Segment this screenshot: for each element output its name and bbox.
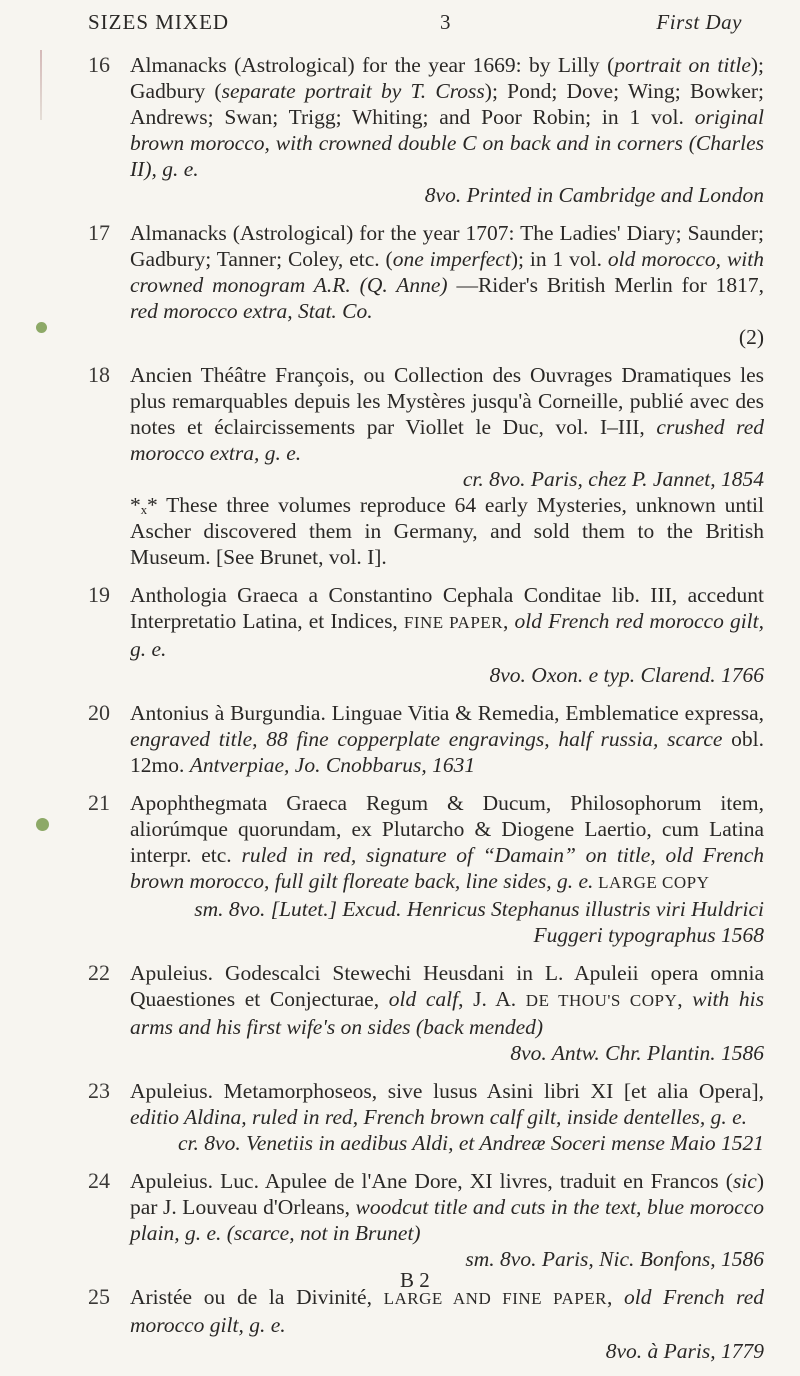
lot-text-italic: old calf [388,987,459,1011]
lot-text-italic: old French red morocco gilt, g. e. [130,1285,765,1337]
lot-text-italic: sic [732,1169,757,1193]
lot-number: 19 [88,582,110,607]
lot-number: 18 [88,362,110,387]
lot-number: 16 [88,52,110,77]
lot-text: Anthologia Graeca a Constantino Cephala Conditae lib. III, accedunt Interpretatio Latina, et Indices, [130,583,764,633]
lot-entry [0,582,800,688]
lot-text: obl. 12mo. [130,727,764,777]
lot-text-smallcaps: LARGE COPY [593,873,710,892]
lot-number: 25 [88,1284,110,1309]
lot-number: 22 [88,960,110,985]
lot-text: , J. A. [458,987,526,1011]
lot-text-italic: red morocco extra, Stat. Co. [130,299,373,323]
lot-number: 21 [88,790,110,815]
lot-text-italic: old French red morocco gilt, g. e. [130,609,764,661]
lot-imprint: cr. 8vo. Paris, chez P. Jannet, 1854 [462,467,764,491]
lot-text: Aristée ou de la Divinité, [130,1285,384,1309]
lot-entry [0,1284,800,1364]
lot-number: 23 [88,1078,110,1103]
lot-text-italic: separate portrait by T. Cross [221,79,485,103]
lot-text: Apuleius. Metamorphoseos, sive lusus Asini libri XI [et alia Opera], [130,1079,764,1103]
lot-text-italic: crushed red morocco extra, g. e. [130,415,764,465]
lot-entry [0,362,800,570]
lot-imprint: sm. 8vo. [Lutet.] Excud. Henricus Stephanus illustris viri Huldrici Fuggeri typographus 1568 [194,897,764,947]
lot-text-italic: woodcut title and cuts in the text, blue morocco plain, g. e. (scarce, not in Brunet) [130,1195,764,1245]
lot-description [130,960,764,1066]
lot-description [130,582,764,688]
header-page-number: 3 [440,10,452,34]
lot-entry [0,790,800,948]
lot-imprint: (2) [738,325,764,349]
lot-description [130,790,764,948]
lot-imprint: sm. 8vo. Paris, Nic. Bonfons, 1586 [465,1247,764,1271]
lot-text: Apuleius. Godescalci Stewechi Heusdani in L. Apuleii opera omnia Quaestiones et Conjecturae, [130,961,764,1011]
lot-text-italic: portrait on title [614,53,751,77]
lot-number: 20 [88,700,110,725]
lot-text-smallcaps: LARGE AND FINE PAPER [383,1289,607,1308]
lot-entry [0,960,800,1066]
lot-text-smallcaps: FINE PAPER [403,613,504,632]
lot-text: —Rider's British Merlin for 1817, [447,273,764,297]
page-header [88,10,760,40]
lot-text-italic: editio Aldina, ruled in red, French brown calf gilt, inside dentelles, g. e. [130,1105,748,1129]
lot-text: , [677,987,693,1011]
lot-entry [0,52,800,208]
lot-description [130,52,764,208]
lot-text: Almanacks (Astrological) for the year 1669: by Lilly ( [130,53,615,77]
lot-description [130,1284,764,1364]
header-section-title: SIZES MIXED [88,10,230,34]
lot-text-italic: engraved title, 88 fine copperplate engravings, half russia, scarce [130,727,723,751]
lot-text: ); in 1 vol. [510,247,608,271]
lot-note: *ₓ* These three volumes reproduce 64 early Mysteries, unknown until Ascher discovered them in Germany, and sold them to the British Museum. [See Brunet, vol. I]. [130,493,764,569]
lot-description [130,1168,764,1272]
signature-mark: B 2 [400,1268,430,1292]
lot-entry [0,220,800,350]
lot-number: 17 [88,220,110,245]
lot-text-italic: original brown morocco, with crowned double C on back and in corners (Charles II), g. e. [130,105,764,181]
lot-text: Apuleius. Luc. Apulee de l'Ane Dore, XI livres, traduit en Francos ( [130,1169,733,1193]
lot-text-smallcaps: DE THOU'S COPY [525,991,678,1010]
lot-text: , [606,1285,625,1309]
lot-description [130,362,764,570]
lot-text-italic: one imperfect [392,247,511,271]
lot-description [130,220,764,350]
lot-text-italic: ruled in red, signature of “Damain” on title, old French brown morocco, full gilt floreate back, line sides, g. e. [130,843,764,893]
lot-text: , [503,609,515,633]
lot-text: ); Pond; Dove; Wing; Bowker; Andrews; Swan; Trigg; Whiting; and Poor Robin; in 1 vol. [130,79,765,129]
lot-text: ) par J. Louveau d'Orleans, [130,1169,764,1219]
lot-text-italic: Antverpiae, Jo. Cnobbarus, 1631 [189,753,476,777]
lot-text: Almanacks (Astrological) for the year 1707: The Ladies' Diary; Saunder; Gadbury; Tanner; Coley, etc. ( [130,221,764,271]
lot-entry [0,700,800,778]
lot-imprint: 8vo. à Paris, 1779 [605,1339,764,1363]
lot-description [130,700,764,778]
lot-text: ); Gadbury ( [130,53,764,103]
lot-entry [0,1168,800,1272]
lot-number: 24 [88,1168,110,1193]
header-day-label: First Day [656,10,742,34]
lot-imprint: cr. 8vo. Venetiis in aedibus Aldi, et Andreæ Soceri mense Maio 1521 [178,1131,764,1155]
lot-imprint: 8vo. Antw. Chr. Plantin. 1586 [510,1041,764,1065]
lot-text: Apophthegmata Graeca Regum & Ducum, Philosophorum item, aliorúmque quorundam, ex Plutarcho & Diogene Laertio, cum Latina interpr. etc. [130,791,764,867]
lot-description [130,1078,764,1156]
lot-list [0,52,800,1376]
lot-text-italic: old morocco, with crowned monogram A.R. (Q. Anne) [130,247,764,297]
lot-text: Ancien Théâtre François, ou Collection des Ouvrages Dramatiques les plus remarquables depuis les Mystères jusqu'à Corneille, publié avec des notes et éclaircissements par Viollet le Duc, vol. I–III, [130,363,764,439]
lot-imprint: 8vo. Printed in Cambridge and London [424,183,764,207]
lot-entry [0,1078,800,1156]
lot-text-italic: with his arms and his first wife's on sides (back mended) [130,987,764,1039]
lot-imprint: 8vo. Oxon. e typ. Clarend. 1766 [489,663,764,687]
lot-text: Antonius à Burgundia. Linguae Vitia & Remedia, Emblematice expressa, [130,701,764,725]
